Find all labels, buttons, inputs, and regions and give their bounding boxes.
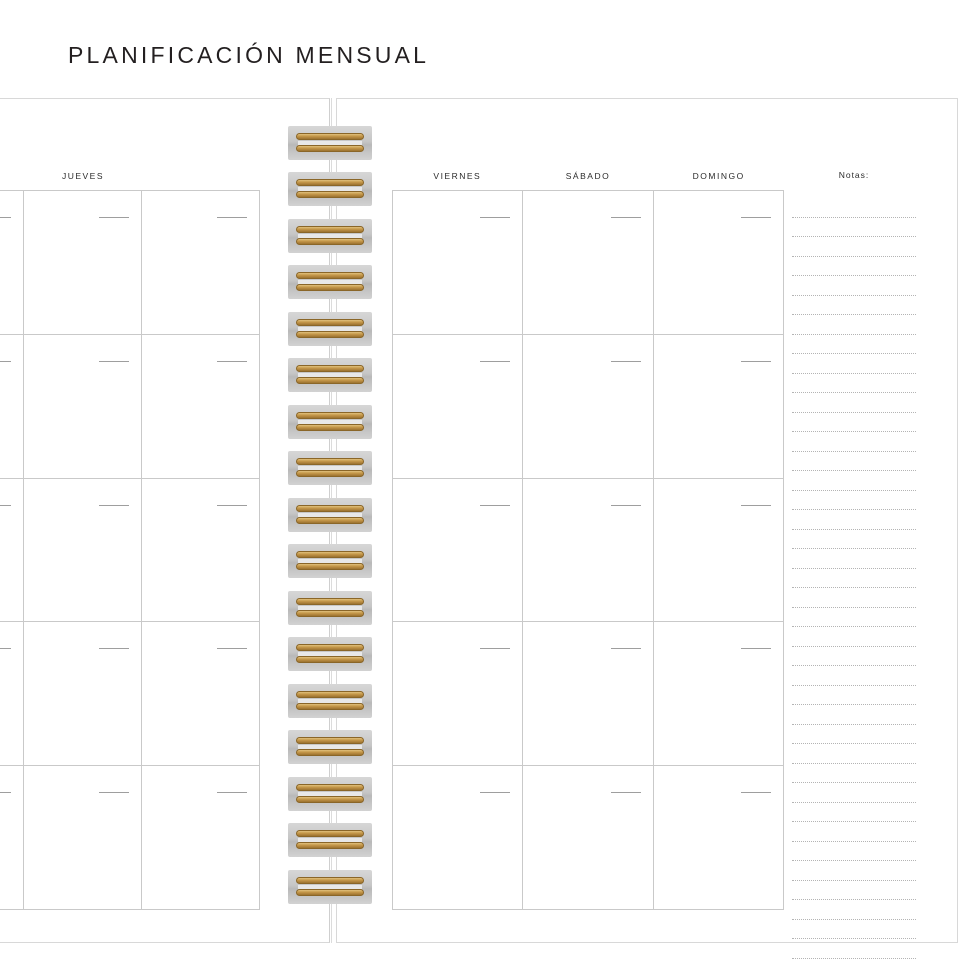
date-write-line xyxy=(217,361,247,362)
page-title: PLANIFICACIÓN MENSUAL xyxy=(68,42,430,68)
date-write-line xyxy=(99,361,129,362)
calendar-day-cell[interactable] xyxy=(523,335,653,479)
ring-wire-bottom xyxy=(296,517,364,524)
spiral-ring-icon xyxy=(288,172,372,206)
notes-line xyxy=(792,900,916,920)
notes-line xyxy=(792,335,916,355)
ring-wire-top xyxy=(296,133,364,140)
day-header-sabado: SÁBADO xyxy=(565,171,611,181)
calendar-day-cell[interactable] xyxy=(523,191,653,335)
notes-line xyxy=(792,666,916,686)
spiral-binding xyxy=(288,126,376,916)
spiral-ring-icon xyxy=(288,544,372,578)
notes-line xyxy=(792,530,916,550)
notes-line xyxy=(792,374,916,394)
notes-line xyxy=(792,471,916,491)
ring-wire-bottom xyxy=(296,889,364,896)
date-write-line xyxy=(217,505,247,506)
notes-line xyxy=(792,549,916,569)
ring-wire-bottom xyxy=(296,842,364,849)
notes-line xyxy=(792,452,916,472)
date-write-line xyxy=(99,648,129,649)
spiral-ring-icon xyxy=(288,405,372,439)
ring-wire-gap xyxy=(298,792,362,796)
notes-line xyxy=(792,432,916,452)
ring-wire-bottom xyxy=(296,377,364,384)
date-write-line xyxy=(217,217,247,218)
spiral-ring-icon xyxy=(288,870,372,904)
calendar-day-cell[interactable] xyxy=(393,622,523,766)
ring-wire-top xyxy=(296,644,364,651)
date-write-line xyxy=(741,361,771,362)
day-header-domingo: DOMINGO xyxy=(692,171,745,181)
date-write-line xyxy=(0,792,11,793)
ring-wire-top xyxy=(296,691,364,698)
notes-line xyxy=(792,647,916,667)
ring-wire-bottom xyxy=(296,470,364,477)
date-write-line xyxy=(741,648,771,649)
ring-wire-bottom xyxy=(296,563,364,570)
date-write-line xyxy=(217,792,247,793)
calendar-day-cell[interactable] xyxy=(654,191,784,335)
spiral-ring-icon xyxy=(288,498,372,532)
notes-line xyxy=(792,315,916,335)
date-write-line xyxy=(217,648,247,649)
ring-wire-top xyxy=(296,737,364,744)
date-write-line xyxy=(611,648,641,649)
notes-line xyxy=(792,803,916,823)
notes-panel xyxy=(792,170,916,959)
ring-wire-top xyxy=(296,272,364,279)
ring-wire-top xyxy=(296,598,364,605)
ring-wire-top xyxy=(296,319,364,326)
day-header-viernes: VIERNES xyxy=(433,171,482,181)
spiral-ring-icon xyxy=(288,358,372,392)
calendar-day-cell[interactable] xyxy=(393,335,523,479)
ring-wire-bottom xyxy=(296,238,364,245)
date-write-line xyxy=(480,792,510,793)
calendar-day-cell[interactable] xyxy=(0,191,24,335)
date-write-line xyxy=(0,361,11,362)
date-write-line xyxy=(0,505,11,506)
calendar-day-cell[interactable] xyxy=(24,766,142,910)
notes-line xyxy=(792,257,916,277)
calendar-day-cell[interactable] xyxy=(654,479,784,623)
date-write-line xyxy=(611,217,641,218)
calendar-day-cell[interactable] xyxy=(24,622,142,766)
date-write-line xyxy=(741,792,771,793)
calendar-day-cell[interactable] xyxy=(393,191,523,335)
ring-wire-top xyxy=(296,830,364,837)
ring-wire-bottom xyxy=(296,145,364,152)
day-header xyxy=(142,170,260,188)
calendar-day-cell[interactable] xyxy=(142,335,260,479)
notes-line xyxy=(792,686,916,706)
calendar-day-cell[interactable] xyxy=(393,479,523,623)
date-write-line xyxy=(0,648,11,649)
notes-line xyxy=(792,627,916,647)
date-write-line xyxy=(611,505,641,506)
ring-wire-bottom xyxy=(296,796,364,803)
notes-line xyxy=(792,276,916,296)
calendar-day-cell[interactable] xyxy=(0,622,24,766)
notes-line xyxy=(792,354,916,374)
date-write-line xyxy=(741,505,771,506)
ring-wire-bottom xyxy=(296,284,364,291)
notes-line xyxy=(792,861,916,881)
spiral-ring-icon xyxy=(288,265,372,299)
date-write-line xyxy=(99,505,129,506)
right-calendar-grid xyxy=(392,190,784,910)
calendar-day-cell[interactable] xyxy=(24,335,142,479)
date-write-line xyxy=(480,505,510,506)
ring-wire-top xyxy=(296,784,364,791)
ring-wire-bottom xyxy=(296,424,364,431)
ring-wire-top xyxy=(296,458,364,465)
calendar-day-cell[interactable] xyxy=(393,766,523,910)
calendar-day-cell[interactable] xyxy=(654,766,784,910)
ring-wire-bottom xyxy=(296,610,364,617)
ring-wire-top xyxy=(296,877,364,884)
notes-line xyxy=(792,842,916,862)
date-write-line xyxy=(611,361,641,362)
ring-wire-top xyxy=(296,365,364,372)
calendar-day-cell[interactable] xyxy=(0,766,24,910)
day-header-miercoles xyxy=(0,170,24,188)
calendar-day-cell[interactable] xyxy=(142,766,260,910)
calendar-day-cell[interactable] xyxy=(654,622,784,766)
notes-line xyxy=(792,237,916,257)
calendar-day-cell[interactable] xyxy=(654,335,784,479)
notes-line xyxy=(792,881,916,901)
spiral-ring-icon xyxy=(288,126,372,160)
spiral-ring-icon xyxy=(288,823,372,857)
notes-line xyxy=(792,920,916,940)
notes-line xyxy=(792,725,916,745)
notes-line xyxy=(792,510,916,530)
notes-line xyxy=(792,491,916,511)
spiral-ring-icon xyxy=(288,219,372,253)
date-write-line xyxy=(99,792,129,793)
calendar-day-cell[interactable] xyxy=(523,766,653,910)
ring-wire-bottom xyxy=(296,191,364,198)
ring-wire-gap xyxy=(298,885,362,889)
day-header-jueves: JUEVES xyxy=(61,171,105,181)
calendar-day-cell[interactable] xyxy=(0,335,24,479)
right-day-header-row xyxy=(392,170,784,188)
ring-wire-bottom xyxy=(296,331,364,338)
ring-wire-top xyxy=(296,412,364,419)
notes-line xyxy=(792,764,916,784)
spiral-ring-icon xyxy=(288,684,372,718)
ring-wire-bottom xyxy=(296,703,364,710)
spiral-ring-icon xyxy=(288,312,372,346)
left-day-header-row xyxy=(0,170,260,188)
calendar-day-cell[interactable] xyxy=(523,479,653,623)
notes-line xyxy=(792,939,916,959)
date-write-line xyxy=(480,648,510,649)
notes-line xyxy=(792,608,916,628)
notes-line xyxy=(792,218,916,238)
notes-lines[interactable] xyxy=(792,198,916,959)
notes-line xyxy=(792,588,916,608)
spiral-ring-icon xyxy=(288,451,372,485)
spiral-ring-icon xyxy=(288,730,372,764)
notes-line xyxy=(792,296,916,316)
date-write-line xyxy=(480,361,510,362)
calendar-day-cell[interactable] xyxy=(142,479,260,623)
notes-label: Notas: xyxy=(838,170,870,180)
notes-line xyxy=(792,744,916,764)
notes-line xyxy=(792,822,916,842)
spiral-ring-icon xyxy=(288,591,372,625)
date-write-line xyxy=(0,217,11,218)
calendar-day-cell[interactable] xyxy=(142,622,260,766)
ring-wire-top xyxy=(296,505,364,512)
notes-line xyxy=(792,783,916,803)
calendar-day-cell[interactable] xyxy=(0,479,24,623)
spiral-ring-icon xyxy=(288,777,372,811)
date-write-line xyxy=(99,217,129,218)
notes-line xyxy=(792,198,916,218)
notes-line xyxy=(792,413,916,433)
ring-wire-top xyxy=(296,551,364,558)
calendar-day-cell[interactable] xyxy=(523,622,653,766)
calendar-day-cell[interactable] xyxy=(142,191,260,335)
ring-wire-bottom xyxy=(296,656,364,663)
notes-line xyxy=(792,705,916,725)
ring-wire-top xyxy=(296,179,364,186)
calendar-day-cell[interactable] xyxy=(24,479,142,623)
notes-line xyxy=(792,569,916,589)
date-write-line xyxy=(611,792,641,793)
calendar-day-cell[interactable] xyxy=(24,191,142,335)
date-write-line xyxy=(480,217,510,218)
spiral-ring-icon xyxy=(288,637,372,671)
notes-line xyxy=(792,393,916,413)
left-calendar-grid xyxy=(0,190,260,910)
date-write-line xyxy=(741,217,771,218)
ring-wire-top xyxy=(296,226,364,233)
ring-wire-bottom xyxy=(296,749,364,756)
